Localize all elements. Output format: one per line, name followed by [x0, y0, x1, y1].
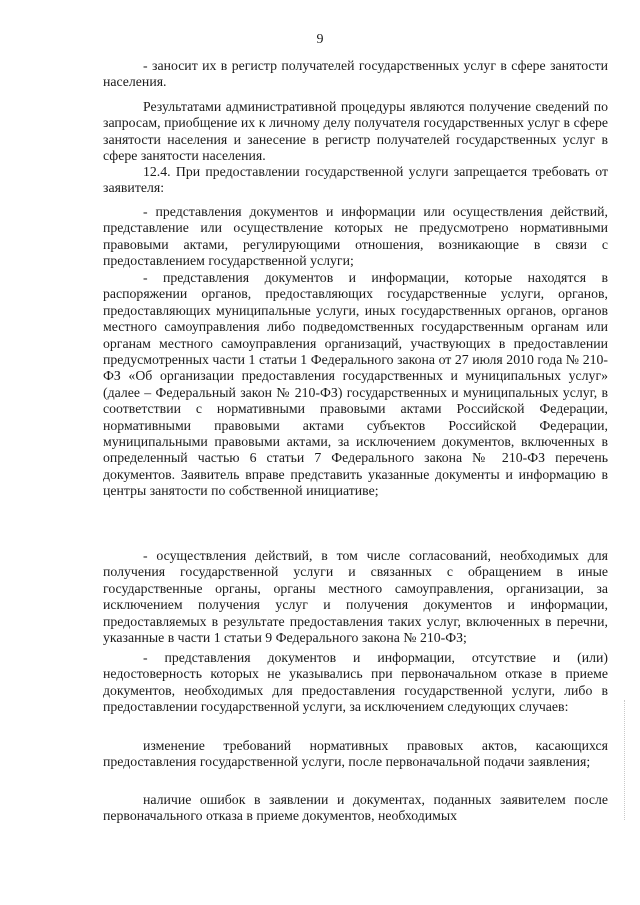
paragraph-exception-requirements-change: изменение требований нормативных правовых актов, касающихся предоставления государственной услуги, после первоначальной подачи заявления;	[103, 738, 608, 770]
scan-margin-mark	[624, 700, 626, 820]
paragraph-exception-errors: наличие ошибок в заявлении и документах, поданных заявителем после первоначального отказа в приеме документов, необходимых	[103, 792, 608, 824]
paragraph-prohibition-documents-actions: - представления документов и информации или осуществления действий, представление или осуществление которых не предусмотрено нормативными правовыми актами, регулирующими отношения, возникающие в связи с предоставлением государственной услуги;	[103, 204, 608, 269]
paragraph-prohibition-approvals: - осуществления действий, в том числе согласований, необходимых для получения государственной услуги и связанных с обращением в иные государственные органы, органы местного самоуправления, организации, за исключением получения услуг и получения документов и информации, предоставляемых в результате предоставления таких услуг, включенных в перечни, указанные в части 1 статьи 9 Федерального закона № 210-ФЗ;	[103, 548, 608, 646]
paragraph-prohibition-agency-documents: - представления документов и информации, которые находятся в распоряжении органов, предоставляющих государственные услуги, органов, предоставляющих муниципальные услуги, иных государственных органов, органов местного самоуправления либо подведомственных государственным органам или органам местного самоуправления организаций, участвующих в предоставлении предусмотренных части 1 статьи 1 Федерального закона от 27 июля 2010 года № 210-ФЗ «Об организации предоставления государственных и муниципальных услуг» (далее – Федеральный закон № 210-ФЗ) государственных и муниципальных услуг, в соответствии с нормативными правовыми актами Российской Федерации, нормативными правовыми актами субъектов Российской Федерации, муниципальными правовыми актами, за исключением документов, включенных в определенный частью 6 статьи 7 Федерального закона № 210-ФЗ перечень документов. Заявитель вправе представить указанные документы и информацию в центры занятости по собственной инициативе;	[103, 270, 608, 499]
paragraph-12-4-heading: 12.4. При предоставлении государственной услуги запрещается требовать от заявителя:	[103, 164, 608, 196]
paragraph-prohibition-missing-documents: - представления документов и информации, отсутствие и (или) недостоверность которых не указывались при первоначальном отказе в приеме документов, необходимых для предоставления государственной услуги, либо в предоставлении государственной услуги, за исключением следующих случаев:	[103, 650, 608, 715]
page-number: 9	[316, 32, 324, 47]
paragraph-register-entry: - заносит их в регистр получателей государственных услуг в сфере занятости населения.	[103, 58, 608, 90]
paragraph-procedure-results: Результатами административной процедуры являются получение сведений по запросам, приобщение их к личному делу получателя государственных услуг в сфере занятости населения и занесение в регистр получателей государственных услуг в сфере занятости населения.	[103, 99, 608, 164]
